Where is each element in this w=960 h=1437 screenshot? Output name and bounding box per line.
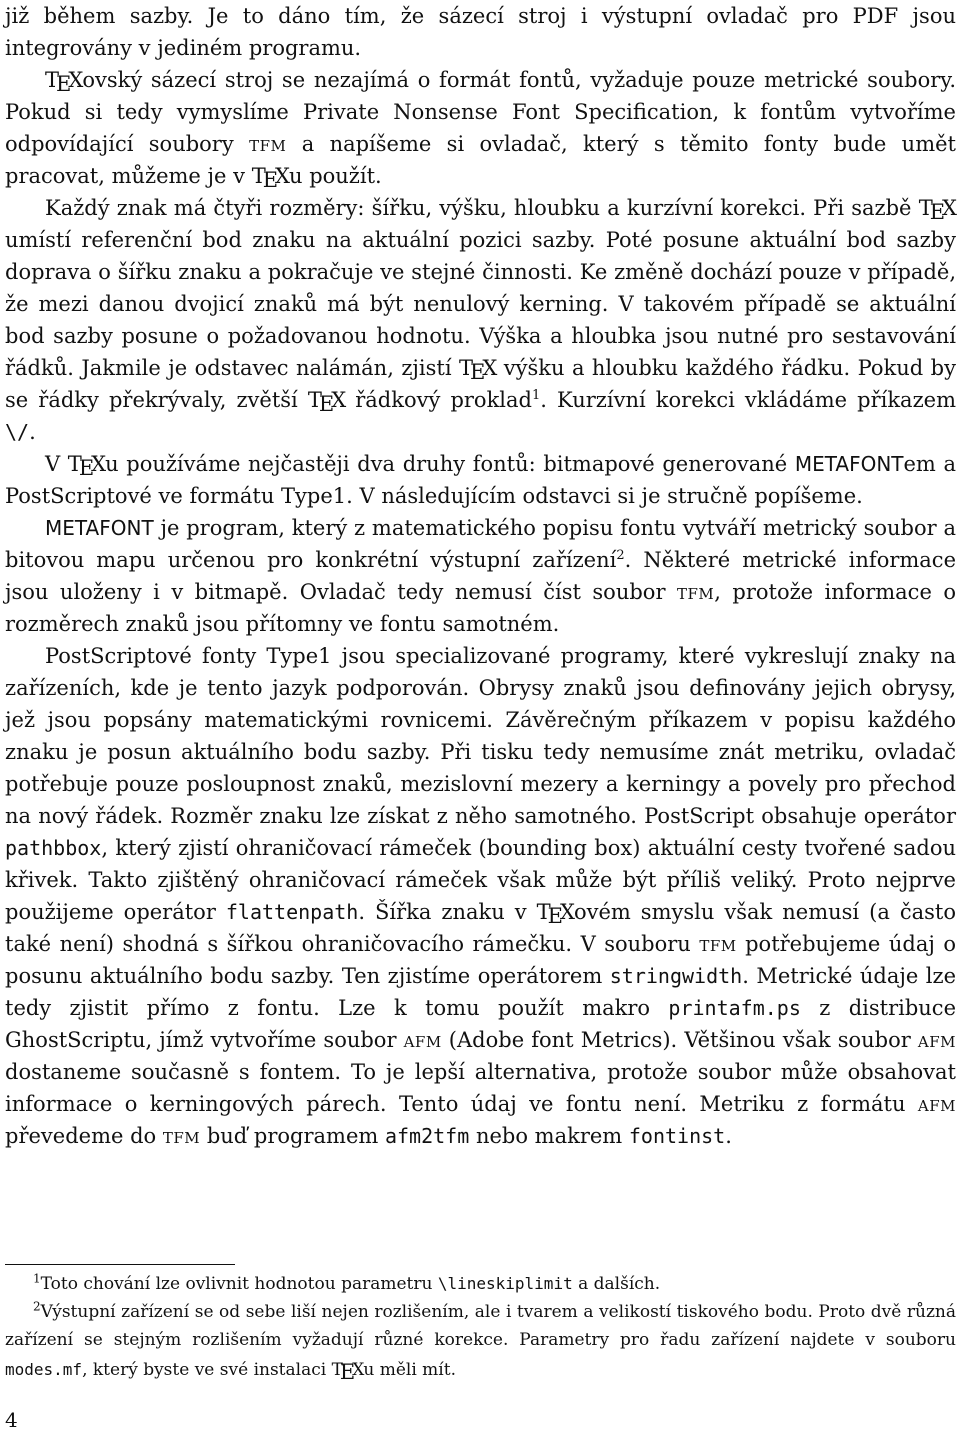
- afm-term: afm: [917, 1092, 956, 1116]
- footnote-ref-1: 1: [531, 388, 541, 403]
- paragraph-char-dimensions: Každý znak má čtyři rozměry: šířku, výšku, hloubku a kurzívní korekci. Při sazbě TEX umístí referenční bod znaku na aktuální pozici sazby. Poté posune aktuální bod sazby doprava o šířku znaku a pokračuje ve stejné činnosti. Ke změně dochází pouze v případě, že mezi danou dvojicí znaků má být nenulový kerning. V takovém případě se aktuální bod sazby posune o požadovanou hodnotu. Výška a hloubka jsou nutné pro sestavování řádků. Jakmile je odstavec nalámán, zjistí TEX výšku a hloubku každého řádku. Pokud by se řádky překrývaly, zvětší TEX řádkový proklad$^1$. Kurzívní korekci vkládáme příkazem \/.: [5, 196, 956, 444]
- modes-mf-file: modes.mf: [5, 1360, 83, 1379]
- page-number: 4: [5, 1408, 18, 1432]
- paragraph-postscript: PostScriptové fonty Type1 jsou specializované programy, které vykreslují znaky na zařízeních, kde je tento jazyk podporován. Obrysy znaků jsou definovány jejich obrysy, jež jsou popsány matematickými rovnicemi. Závěrečným příkazem v popisu každého znaku je posun aktuálního bodu sazby. Při tisku tedy nemusíme znát metriku, ovladač potřebuje pouze posloupnost znaků, mezislovní mezery a kerningy a povely pro přechod na nový řádek. Rozměr znaku lze získat z něho samotného. PostScript obsahuje operátor pathbbox, který zjistí ohraničovací rámeček (bounding box) aktuální cesty tvořené sadou křivek. Takto zjištěný ohraničovací rámeček však může být příliš veliký. Proto nejprve použijeme operátor flattenpath. Šířka znaku v TEXovém smyslu však nemusí (a často také není) shodná s šířkou ohraničovacího rámečku. V souboru tfm potřebujeme údaj o posunu aktuálního bodu sazby. Ten zjistíme operátorem stringwidth. Metrické údaje lze tedy zjistit přímo z fontu. Lze k tomu použít makro printafm.ps z distribuce GhostScriptu, jímž vytvoříme soubor afm (Adobe font Metrics). Většinou však soubor afm dostaneme současně s fontem. To je lepší alternativa, protože soubor může obsahovat informace o kerningových párech. Tento údaj ve fontu není. Metriku z formátu afm převedeme do tfm buď programem afm2tfm nebo makrem fontinst.: [5, 644, 956, 1148]
- paragraph-font-types: V TEXu používáme nejčastěji dva druhy fontů: bitmapové generované METAFONTem a PostScriptové ve formátu Type1. V následujícím odstavci si je stručně popíšeme.: [5, 452, 956, 508]
- lineskiplimit-command: \lineskiplimit: [437, 1274, 573, 1293]
- tex-logo: TEX: [67, 452, 106, 480]
- tfm-term: tfm: [249, 132, 287, 156]
- tex-logo: TEX: [918, 196, 956, 224]
- afm-term: afm: [403, 1028, 442, 1052]
- stringwidth-operator: stringwidth: [609, 964, 743, 988]
- tfm-term: tfm: [162, 1124, 201, 1148]
- tfm-term: tfm: [676, 580, 715, 604]
- tex-logo: TEX: [331, 1360, 364, 1384]
- metafont-logo: METAFONT: [794, 452, 904, 476]
- tex-logo: TEX: [458, 356, 497, 384]
- flattenpath-operator: flattenpath: [225, 900, 359, 924]
- printafm-macro: printafm.ps: [668, 996, 801, 1020]
- afm-term: afm: [917, 1028, 956, 1052]
- footnote-rule: [5, 1264, 235, 1265]
- footnote-mark-2: 2: [33, 1299, 41, 1314]
- tfm-term: tfm: [699, 932, 737, 956]
- fontinst-macro: fontinst: [628, 1124, 726, 1148]
- tex-logo: TEX: [536, 900, 574, 928]
- tex-logo: TEX: [45, 68, 83, 96]
- paragraph-tex-metrics: TEXovský sázecí stroj se nezajímá o formát fontů, vyžaduje pouze metrické soubory. Pokud si tedy vymyslíme Private Nonsense Font Specification, k fontům vytvoříme odpovídající soubory tfm a napíšeme si ovladač, který s těmito fonty bude umět pracovat, můžeme je v TEXu použít.: [5, 68, 956, 192]
- metafont-logo: METAFONT: [45, 516, 154, 540]
- footnotes: [5, 1270, 956, 1384]
- afm2tfm-program: afm2tfm: [384, 1124, 470, 1148]
- tex-logo: TEX: [251, 164, 289, 192]
- pathbbox-operator: pathbbox: [5, 836, 102, 860]
- footnote-mark-1: 1: [33, 1271, 41, 1286]
- paragraph-continued: již během sazby. Je to dáno tím, že sázecí stroj i výstupní ovladač pro PDF jsou integrovány v jediném programu.: [5, 4, 956, 60]
- tex-logo: TEX: [307, 388, 346, 416]
- page-body: [5, 0, 956, 1152]
- footnote-1: $^1$Toto chování lze ovlivnit hodnotou parametru \lineskiplimit a dalších.: [33, 1271, 661, 1294]
- footnote-ref-2: 2: [616, 548, 625, 563]
- italic-correction-command: \/: [5, 420, 30, 444]
- paragraph-metafont: METAFONT je program, který z matematického popisu fontu vytváří metrický soubor a bitovou mapu určenou pro konkrétní výstupní zařízení$^2$. Některé metrické informace jsou uloženy i v bitmapě. Ovladač tedy nemusí číst soubor tfm, protože informace o rozměrech znaků jsou přítomny ve fontu samotném.: [5, 516, 956, 636]
- footnote-2: $^2$Výstupní zařízení se od sebe liší nejen rozlišením, ale i tvarem a velikostí tiskového bodu. Proto dvě různá zařízení se stejným rozlišením vyžadují různé korekce. Parametry pro řadu zařízení najdete v souboru modes.mf, který byste ve své instalaci TEXu měli mít.: [5, 1299, 956, 1384]
